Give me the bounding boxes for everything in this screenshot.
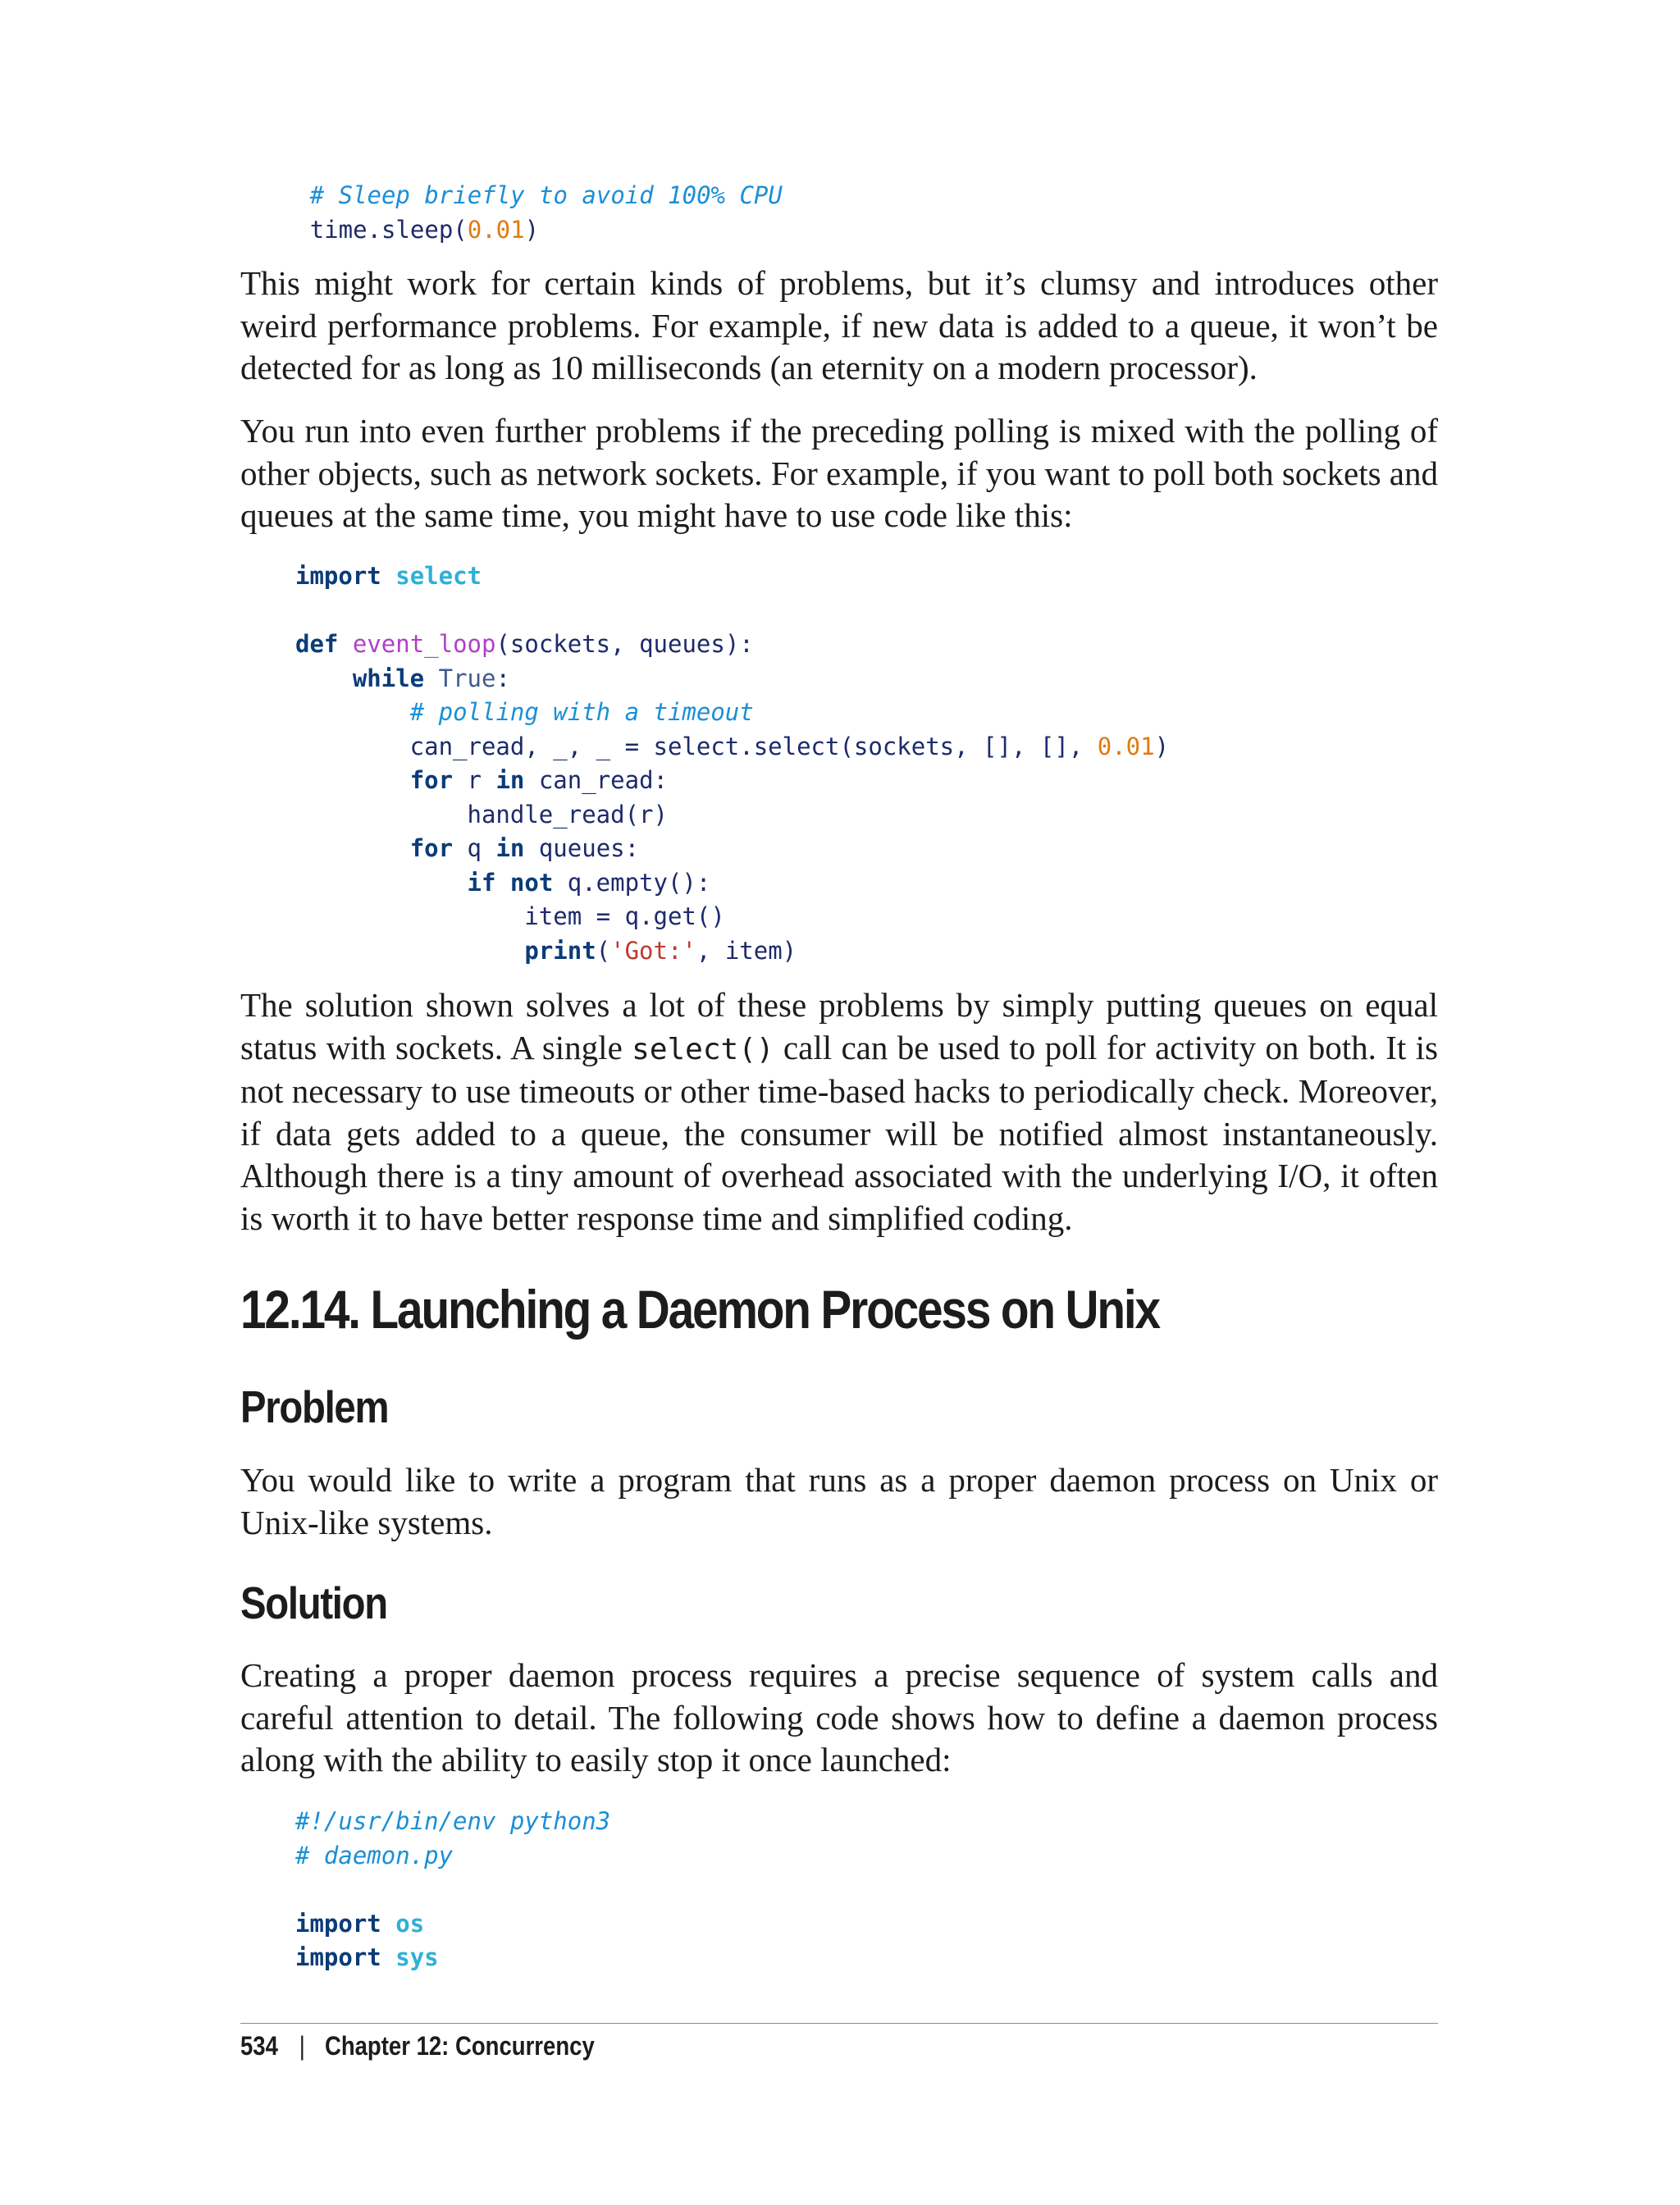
code-line: import os <box>295 1909 425 1938</box>
code-line: item = q.get() <box>295 902 725 930</box>
code-line: time.sleep(0.01) <box>309 215 540 244</box>
page-footer <box>240 2031 595 2061</box>
code-block-event-loop <box>295 559 1169 968</box>
solution-heading: Solution <box>240 1577 387 1628</box>
code-line: while True: <box>352 664 510 692</box>
code-line: can_read, _, _ = select.select(sockets, [], [], 0.01) <box>295 732 1170 760</box>
code-line: handle_read(r) <box>295 800 668 829</box>
paragraph-1: This might work for certain kinds of problems, but it’s clumsy and introduces other weird performance problems. For example, if new data is added to a queue, it won’t be detected for as long as 10 milliseconds (an eternity on a modern processor). <box>240 264 1438 386</box>
paragraph-3: The solution shown solves a lot of these problems by simply putting queues on equal status with sockets. A single select() call can be used to poll for activity on both. It is not necessary to use timeouts or other time-based hacks to periodically check. Moreover, if data gets added to a queue, the consumer will be notified almost instantaneously. Although there is a tiny amount of overhead associated with the underlying I/O, it often is worth it to have better response time and simplified coding. <box>240 986 1438 1237</box>
code-line: if not q.empty(): <box>467 868 711 897</box>
inline-code-select: select() <box>632 1032 774 1066</box>
code-line: def event_loop(sockets, queues): <box>295 630 754 658</box>
code-line: # daemon.py <box>295 1841 454 1869</box>
code-line: #!/usr/bin/env python3 <box>295 1807 611 1835</box>
solution-text: Creating a proper daemon process requires a precise sequence of system calls and careful attention to detail. The following code shows how to define a daemon process along with the ability to easily stop it once launched: <box>240 1656 1438 1778</box>
code-line: import select <box>295 562 482 590</box>
code-line: # polling with a timeout <box>409 698 754 726</box>
problem-heading: Problem <box>240 1381 389 1432</box>
code-line: for q in queues: <box>409 834 640 862</box>
footer-separator: | <box>299 2031 305 2061</box>
chapter-title: Chapter 12: Concurrency <box>324 2031 595 2061</box>
book-page <box>195 0 1438 2205</box>
section-title: 12.14. Launching a Daemon Process on Unix <box>240 1279 1159 1340</box>
code-line: # Sleep briefly to avoid 100% CPU <box>195 181 783 209</box>
page-number: 534 <box>240 2031 278 2061</box>
code-block-top <box>195 179 783 247</box>
code-line: print('Got:', item) <box>524 936 797 965</box>
footer-rule <box>240 2023 1438 2024</box>
code-line: for r in can_read: <box>409 766 668 794</box>
code-line: import sys <box>295 1943 439 1971</box>
code-block-daemon <box>295 1805 610 1975</box>
problem-text: You would like to write a program that runs as a proper daemon process on Unix or Unix-like systems. <box>240 1461 1438 1541</box>
paragraph-2: You run into even further problems if the preceding polling is mixed with the polling of other objects, such as network sockets. For example, if you want to poll both sockets and queues at the same time, you might have to use code like this: <box>240 412 1438 534</box>
